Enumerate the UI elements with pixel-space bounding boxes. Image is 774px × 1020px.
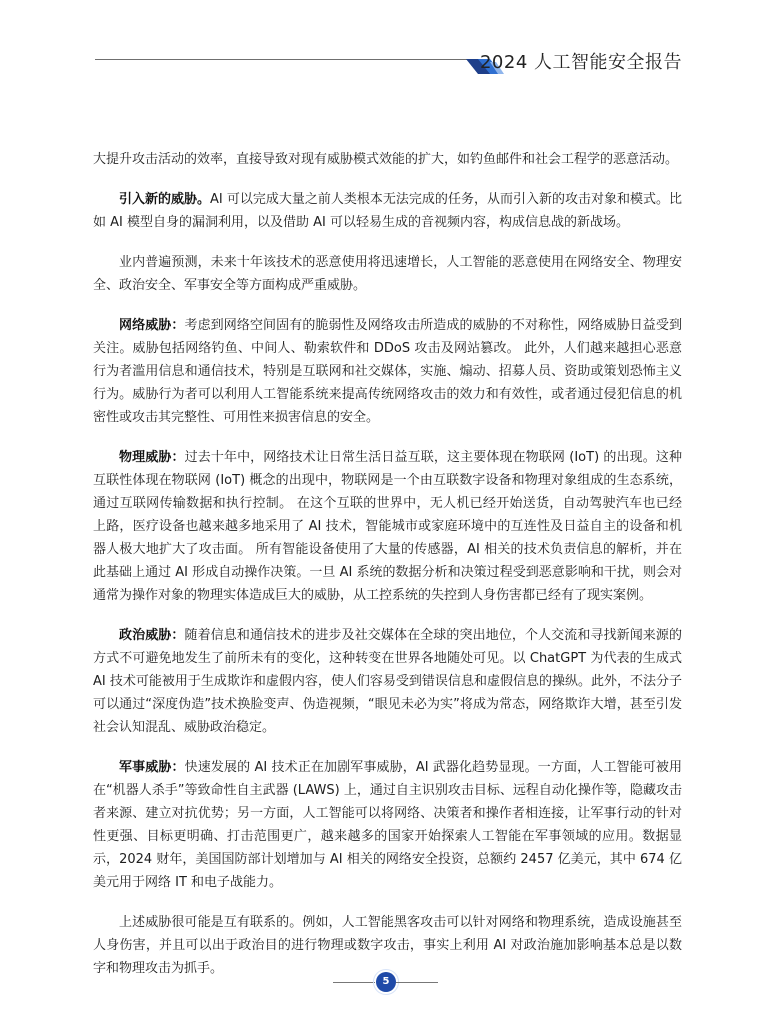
paragraph-text: AI 可以完成大量之前人类根本无法完成的任务，从而引入新的攻击对象和模式。比如 AI 模型自身的漏洞利用，以及借助 AI 可以轻易生成的音视频内容，构成信息战的新战场。: [93, 192, 682, 230]
paragraph-text: 考虑到网络空间固有的脆弱性及网络攻击所造成的威胁的不对称性，网络威胁日益受到关注。威胁包括网络钓鱼、中间人、勒索软件和 DDoS 攻击及网站篡改。 此外，人们越来越担心恶意行为者滥用信息和通信技术，特别是互联网和社交媒体，实施、煽动、招募人员、资助或策划恐怖主义行为。威胁行为者可以利用人工智能系统来提高传统网络攻击的效力和有效性，或者通过侵犯信息的机密性或攻击其完整性、可用性来损害信息的安全。: [93, 318, 682, 425]
paragraph-text: 业内普遍预测，未来十年该技术的恶意使用将迅速增长，人工智能的恶意使用在网络安全、物理安全、政治安全、军事安全等方面构成严重威胁。: [93, 255, 682, 293]
paragraph-physical-threats: [93, 446, 682, 607]
header-rule: [95, 59, 490, 60]
footer-rule-right: [396, 982, 438, 983]
paragraph-text: 上述威胁很可能是互有联系的。例如，人工智能黑客攻击可以针对网络和物理系统，造成设施甚至人身伤害，并且可以出于政治目的进行物理或数字攻击，事实上利用 AI 对政治施加影响基本总是以数字和物理攻击为抓手。: [93, 915, 682, 976]
paragraph-text: 过去十年中，网络技术让日常生活日益互联，这主要体现在物联网 (IoT) 的出现。这种互联性体现在物联网 (IoT) 概念的出现中，物联网是一个由互联数字设备和物理对象组成的生态系统，通过互联网传输数据和执行控制。 在这个互联的世界中，无人机已经开始送货，自动驾驶汽车也已经上路，医疗设备也越来越多地采用了 AI 技术，智能城市或家庭环境中的互连性及日益自主的设备和机器人极大地扩大了攻击面。 所有智能设备使用了大量的传感器，AI 相关的技术负责信息的解析，并在此基础上通过 AI 形成自动操作决策。一旦 AI 系统的数据分析和决策过程受到恶意影响和干扰，则会对通常为操作对象的物理实体造成巨大的威胁，从工控系统的失控到人身伤害都已经有了现实案例。: [93, 450, 682, 603]
paragraph-lead-term: 引入新的威胁。: [119, 192, 211, 207]
paragraph-lead-term: 物理威胁：: [119, 450, 185, 465]
report-title: 2024 人工智能安全报告: [479, 52, 682, 73]
page-header: [0, 0, 774, 90]
paragraph: [93, 148, 682, 171]
paragraph-military-threats: [93, 756, 682, 894]
page-number: 5: [376, 972, 396, 992]
paragraph-lead-term: 军事威胁：: [119, 760, 185, 775]
document-body: [93, 148, 682, 997]
footer-rule-left: [333, 982, 375, 983]
paragraph-lead-term: 网络威胁：: [119, 318, 185, 333]
paragraph-lead-term: 政治威胁：: [119, 628, 185, 643]
paragraph-text: 快速发展的 AI 技术正在加剧军事威胁，AI 武器化趋势显现。一方面，人工智能可被用在“机器人杀手”等致命性自主武器 (LAWS) 上，通过自主识别攻击目标、远程自动化操作等，隐藏攻击者来源、建立对抗优势；另一方面，人工智能可以将网络、决策者和操作者相连接，让军事行动的针对性更强、目标更明确、打击范围更广，越来越多的国家开始探索人工智能在军事领域的应用。数据显示，2024 财年，美国国防部计划增加与 AI 相关的网络安全投资，总额约 2457 亿美元，其中 674 亿美元用于网络 IT 和电子战能力。: [93, 760, 682, 890]
paragraph: [93, 251, 682, 297]
paragraph-political-threats: [93, 624, 682, 739]
page-footer: [0, 960, 774, 1000]
paragraph-network-threats: [93, 314, 682, 429]
paragraph-text: 大提升攻击活动的效率，直接导致对现有威胁模式效能的扩大，如钓鱼邮件和社会工程学的恶意活动。: [93, 152, 679, 167]
paragraph-new-threats: [93, 188, 682, 234]
paragraph-text: 随着信息和通信技术的进步及社交媒体在全球的突出地位，个人交流和寻找新闻来源的方式不可避免地发生了前所未有的变化，这种转变在世界各地随处可见。以 ChatGPT 为代表的生成式 AI 技术可能被用于生成欺诈和虚假内容，使人们容易受到错误信息和虚假信息的操纵。此外，不法分子可以通过“深度伪造”技术换脸变声、伪造视频，“眼见未必为实”将成为常态，网络欺诈大增，甚至引发社会认知混乱、威胁政治稳定。: [93, 628, 682, 735]
